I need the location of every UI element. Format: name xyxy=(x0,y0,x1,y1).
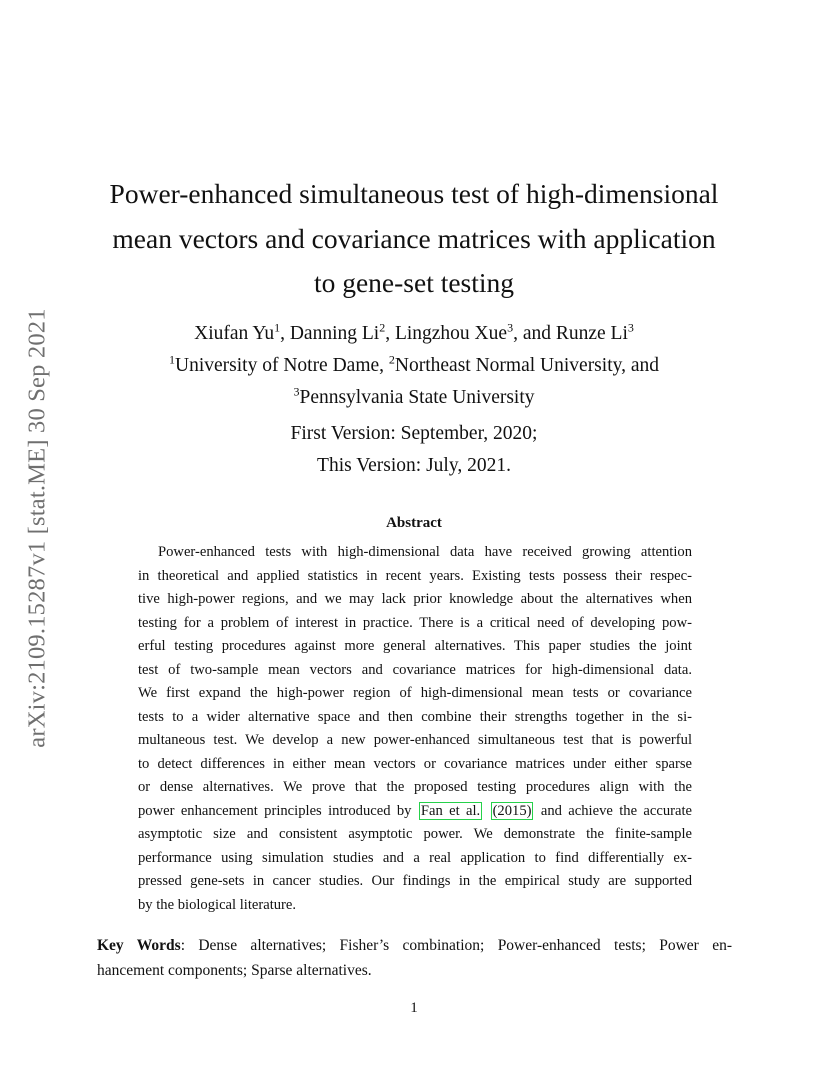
author-affiliation-mark: 2 xyxy=(379,320,386,335)
abstract-line: test of two-sample mean vectors and covariance matrices for high-dimensional data. xyxy=(138,661,692,678)
author-separator: , and xyxy=(513,323,556,344)
affiliation-line-1 xyxy=(80,354,748,378)
first-version-date: First Version: September, 2020; xyxy=(290,423,538,444)
author-name: Lingzhou Xue xyxy=(394,323,508,344)
abstract-citation-line xyxy=(138,800,692,824)
abstract-line: asymptotic size and consistent asymptotic power. We demonstrate the finite-sample xyxy=(138,826,692,842)
abstract-line: tests to a wider alternative space and then combine their strengths together in the si- xyxy=(138,708,692,725)
abstract-line: We first expand the high-power region of high-dimensional mean tests or covariance xyxy=(138,685,692,701)
abstract-line: or dense alternatives. We prove that the proposed testing procedures align with the xyxy=(138,779,692,795)
author-name: Danning Li xyxy=(289,323,380,344)
author-affiliation-mark: 3 xyxy=(507,320,514,335)
abstract-line: Power-enhanced tests with high-dimensional data have received growing attention xyxy=(158,544,692,560)
author-name: Xiufan Yu xyxy=(194,323,275,344)
keywords-text: : Dense alternatives; Fisher’s combination; Power-enhanced tests; Power en- xyxy=(180,937,732,954)
page-number: 1 xyxy=(410,1000,418,1016)
abstract-line: tive high-power regions, and we may lack prior knowledge about the alternatives when xyxy=(138,591,692,607)
current-version-date: This Version: July, 2021. xyxy=(317,455,511,476)
citation-link-year[interactable]: (2015) xyxy=(492,802,532,819)
author-list xyxy=(80,322,748,346)
author-affiliation-mark: 1 xyxy=(274,320,281,335)
abstract-line: pressed gene-sets in cancer studies. Our findings in the empirical study are supported xyxy=(138,873,692,889)
affiliation-text: Pennsylvania State University xyxy=(299,387,535,408)
citation-link-author[interactable]: Fan et al. xyxy=(420,802,481,819)
abstract-line: performance using simulation studies and a real application to find differentially ex- xyxy=(138,849,692,866)
affiliation-mark: 2 xyxy=(388,352,395,367)
affiliation-mark: 1 xyxy=(169,352,175,367)
title-line-1: Power-enhanced simultaneous test of high-dimensional xyxy=(109,178,719,209)
author-separator: , xyxy=(280,323,290,344)
title-line-2: mean vectors and covariance matrices with application xyxy=(112,222,716,254)
keywords-line-2: hancement components; Sparse alternatives. xyxy=(97,962,372,979)
abstract-line: multaneous test. We develop a new power-enhanced simultaneous test that is powerful xyxy=(138,732,692,748)
affiliation-mark: 3 xyxy=(293,384,300,399)
author-affiliation-mark: 3 xyxy=(627,320,634,335)
paper-title xyxy=(80,172,748,306)
author-name: Runze Li xyxy=(555,323,628,344)
affiliation-text: University of Notre Dame, xyxy=(175,355,389,376)
affiliation-line-2 xyxy=(80,386,748,410)
keywords-label: Key Words xyxy=(97,937,181,954)
abstract-line: in theoretical and applied statistics in recent years. Existing tests possess their respec- xyxy=(138,567,692,584)
keywords-line-1 xyxy=(97,933,732,958)
affiliation-text: Northeast Normal University, and xyxy=(394,355,659,376)
arxiv-identifier: arXiv:2109.15287v1 [stat.ME] 30 Sep 2021 xyxy=(24,308,51,748)
keywords-section xyxy=(97,933,732,983)
abstract-body xyxy=(138,541,692,917)
abstract-text: power enhancement principles introduced by xyxy=(138,802,412,819)
author-separator: , xyxy=(385,323,395,344)
abstract-text: and achieve the accurate xyxy=(540,802,693,819)
abstract-line: testing for a problem of interest in practice. There is a critical need of developing pow- xyxy=(138,614,692,631)
abstract-line: erful testing procedures against more general alternatives. This paper studies the joint xyxy=(138,638,692,654)
abstract-line: to detect differences in either mean vectors or covariance matrices under either sparse xyxy=(138,755,692,772)
abstract-heading: Abstract xyxy=(386,515,442,531)
arxiv-sidebar xyxy=(16,283,60,773)
title-line-3: to gene-set testing xyxy=(313,267,515,298)
abstract-line: by the biological literature. xyxy=(138,896,297,913)
